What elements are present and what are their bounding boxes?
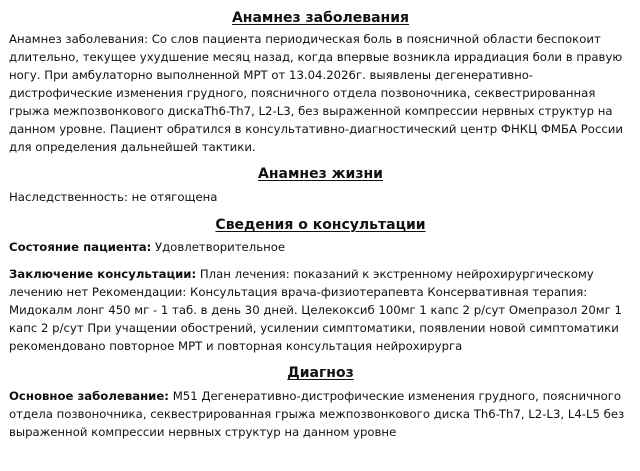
main-disease-label: Основное заболевание:	[9, 389, 169, 403]
consultation-conclusion-paragraph	[9, 265, 632, 355]
patient-condition-paragraph	[9, 238, 632, 256]
section-title-consultation: Сведения о консультации	[215, 217, 426, 233]
main-disease-value: M51 Дегенеративно-дистрофические изменения грудного, поясничного отдела позвоночника, секвестрированная грыжа межпозвонкового диска Th6-Th7, L2-L3, L4-L5 без выраженной компрессии нервных структур на данном уровне	[9, 389, 625, 439]
section-title-disease-history: Анамнез заболевания	[231, 10, 410, 26]
heredity-body: Наследственность: не отягощена	[9, 190, 218, 204]
section-title-diagnosis: Диагноз	[287, 365, 354, 381]
section-title-life-history: Анамнез жизни	[258, 166, 383, 182]
main-disease-paragraph	[9, 387, 632, 441]
patient-condition-value: Удовлетворительное	[154, 240, 286, 254]
disease-history-text	[9, 30, 632, 156]
patient-condition-label: Состояние пациента:	[9, 240, 152, 254]
disease-history-body: Анамнез заболевания: Со слов пациента периодическая боль в поясничной области беспокоит длительно, текущее ухудшение месяц назад, когда впервые возникла иррадиация боли в правую ногу. При амбулаторно выполненной МРТ от 13.04.2026г. выявлены дегенеративно-дистрофические изменения грудного, поясничного отдела позвоночника, секвестрированная грыжа межпозвонкового дискаTh6-Th7, L2-L3, без выраженной компрессии нервных структур на данном уровне. Пациент обратился в консультативно-диагностический центр ФНКЦ ФМБА России для определения дальнейшей тактики.	[9, 32, 623, 154]
consultation-conclusion-value: План лечения: показаний к экстренному нейрохирургическому лечению нет Рекомендации: Консультация врача-физиотерапевта Консервативная терапия: Мидокалм лонг 450 мг - 1 таб. в день 30 дней. Целекоксиб 100мг 1 капс 2 р/сут Омепразол 20мг 1 капс 2 р/сут При учащении обострений, усилении симптоматики, появлении новой симптоматики рекомендовано повторное МРТ и повторная консультация нейрохирурга	[9, 267, 622, 353]
consultation-conclusion-label: Заключение консультации:	[9, 267, 197, 281]
heredity-text	[9, 188, 632, 206]
